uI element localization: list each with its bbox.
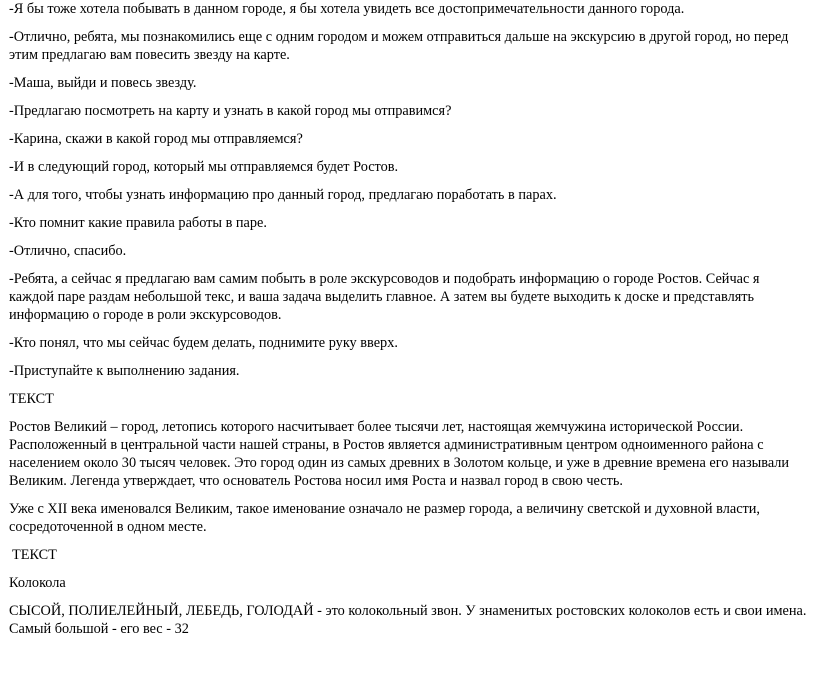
paragraph-masha-star: -Маша, выйди и повесь звезду. [9, 75, 197, 91]
heading-text-2: ТЕКСТ [12, 547, 57, 563]
paragraph-start-task: -Приступайте к выполнению задания. [9, 363, 240, 379]
paragraph-rostov-history: Ростов Великий – город, летопись которого насчитывает более тысячи лет, настоящая жемчужина исторической России. Расположенный в центральной части нашей страны, в Ростов является административным центром одноименного района с населением около 30 тысяч человек. Это город один из самых древних в Золотом кольце, и уже в древние времена его называли Великим. Легенда утверждает, что основатель Ростова носил имя Роста и назвал город в свою честь. [9, 419, 790, 489]
paragraph-hang-star-intro: -Отлично, ребята, мы познакомились еще с одним городом и можем отправиться дальше на экскурсию в другой город, но перед этим предлагаю вам повесить звезду на карте. [9, 29, 789, 63]
paragraph-bells-names: СЫСОЙ, ПОЛИЕЛЕЙНЫЙ, ЛЕБЕДЬ, ГОЛОДАЙ - это колокольный звон. У знаменитых ростовских колоколов есть и свои имена. Самый большой - его вес - 32 [9, 603, 807, 637]
paragraph-pair-rules: -Кто помнит какие правила работы в паре. [9, 215, 267, 231]
heading-text-1: ТЕКСТ [9, 391, 54, 407]
heading-bells: Колокола [9, 575, 66, 591]
paragraph-guides-task: -Ребята, а сейчас я предлагаю вам самим побыть в роле экскурсоводов и подобрать информацию о городе Ростов. Сейчас я каждой паре раздам небольшой текс, и ваша задача выделить главное. А затем вы будете выходить к доске и представлять информацию о городе в роли экскурсоводов. [9, 271, 760, 323]
paragraph-wish-to-visit: -Я бы тоже хотела побывать в данном городе, я бы хотела увидеть все достопримечательности данного города. [9, 1, 685, 17]
paragraph-next-city-rostov: -И в следующий город, который мы отправляемся будет Ростов. [9, 159, 399, 175]
paragraph-raise-hands: -Кто понял, что мы сейчас будем делать, поднимите руку вверх. [9, 335, 398, 351]
paragraph-karina-question: -Карина, скажи в какой город мы отправляемся? [9, 131, 303, 147]
paragraph-look-at-map: -Предлагаю посмотреть на карту и узнать в какой город мы отправимся? [9, 103, 452, 119]
paragraph-pair-work: -А для того, чтобы узнать информацию про данный город, предлагаю поработать в парах. [9, 187, 557, 203]
paragraph-rostov-name: Уже с XII века именовался Великим, такое именование означало не размер города, а величину светской и духовной власти, сосредоточенной в одном месте. [9, 501, 761, 535]
paragraph-thanks: -Отлично, спасибо. [9, 243, 127, 259]
